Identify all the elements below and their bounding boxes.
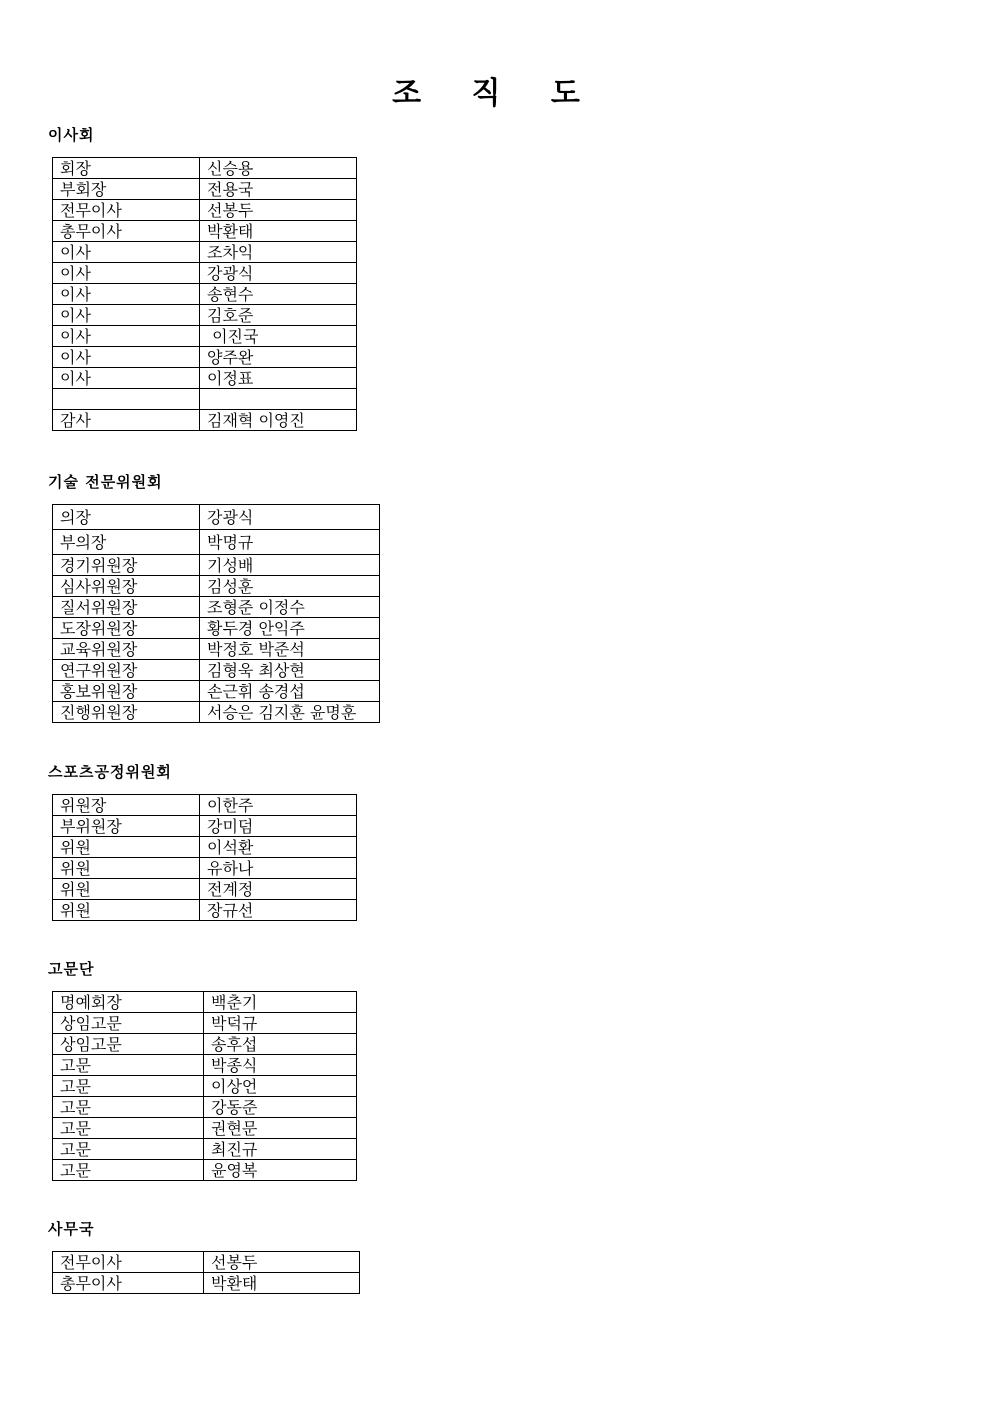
table-row [53,242,357,263]
role-cell: 부회장 [53,179,200,200]
table-row [53,837,357,858]
role-cell: 이사 [53,263,200,284]
role-cell [53,389,200,410]
name-cell: 권현문 [204,1118,357,1139]
table-row [53,505,380,530]
table-row [53,576,380,597]
table-row [53,681,380,702]
table-row [53,221,357,242]
role-cell: 총무이사 [53,1273,204,1294]
name-cell: 이상언 [204,1076,357,1097]
role-cell: 위원 [53,837,200,858]
name-cell: 전계정 [200,879,357,900]
table-row [53,816,357,837]
role-cell: 고문 [53,1139,204,1160]
role-cell: 질서위원장 [53,597,200,618]
table-row [53,1273,360,1294]
role-cell: 의장 [53,505,200,530]
role-cell: 회장 [53,158,200,179]
table-row [53,639,380,660]
table-row [53,530,380,555]
role-cell: 이사 [53,326,200,347]
name-cell: 장규선 [200,900,357,921]
name-cell: 이한주 [200,795,357,816]
name-cell: 신승용 [200,158,357,179]
name-cell: 송후섭 [204,1034,357,1055]
name-cell: 김성훈 [200,576,380,597]
section-heading-advisory-group: 고문단 [48,960,95,978]
role-cell: 이사 [53,368,200,389]
role-cell: 감사 [53,410,200,431]
section-heading-sports-fairness-committee: 스포츠공정위원회 [48,763,172,781]
role-cell: 전무이사 [53,1252,204,1273]
name-cell: 유하나 [200,858,357,879]
name-cell: 양주완 [200,347,357,368]
secretariat-table [52,1251,360,1294]
table-row [53,410,357,431]
table-row [53,660,380,681]
table-row [53,158,357,179]
name-cell: 선봉두 [204,1252,360,1273]
role-cell: 고문 [53,1055,204,1076]
role-cell: 홍보위원장 [53,681,200,702]
role-cell: 이사 [53,242,200,263]
name-cell: 윤영복 [204,1160,357,1181]
table-row [53,347,357,368]
section-heading-board: 이사회 [48,126,95,144]
name-cell: 박덕규 [204,1013,357,1034]
role-cell: 교육위원장 [53,639,200,660]
role-cell: 연구위원장 [53,660,200,681]
table-row [53,1013,357,1034]
name-cell: 선봉두 [200,200,357,221]
name-cell: 박정호 박준석 [200,639,380,660]
table-row [53,702,380,723]
table-row [53,1055,357,1076]
role-cell: 심사위원장 [53,576,200,597]
role-cell: 고문 [53,1097,204,1118]
table-row [53,1076,357,1097]
name-cell [200,389,357,410]
name-cell: 백춘기 [204,992,357,1013]
table-row [53,368,357,389]
table-row [53,597,380,618]
table-row [53,1252,360,1273]
board-table [52,157,357,431]
name-cell: 강동준 [204,1097,357,1118]
name-cell: 전용국 [200,179,357,200]
table-row [53,305,357,326]
name-cell: 강광식 [200,505,380,530]
name-cell: 박환태 [204,1273,360,1294]
name-cell: 이정표 [200,368,357,389]
section-heading-technical-committee: 기술 전문위원회 [48,473,163,491]
role-cell: 전무이사 [53,200,200,221]
role-cell: 이사 [53,305,200,326]
table-row [53,200,357,221]
name-cell: 박환태 [200,221,357,242]
page-title: 조 직 도 [392,76,600,111]
table-row [53,1097,357,1118]
role-cell: 총무이사 [53,221,200,242]
table-row [53,1118,357,1139]
role-cell: 이사 [53,347,200,368]
table-row [53,858,357,879]
role-cell: 명예회장 [53,992,204,1013]
role-cell: 위원 [53,879,200,900]
name-cell: 이석환 [200,837,357,858]
role-cell: 고문 [53,1160,204,1181]
table-row [53,326,357,347]
role-cell: 위원장 [53,795,200,816]
table-row [53,1160,357,1181]
name-cell: 손근휘 송경섭 [200,681,380,702]
name-cell: 송현수 [200,284,357,305]
name-cell: 조차익 [200,242,357,263]
sports-fairness-committee-table [52,794,357,921]
table-row [53,879,357,900]
table-row [53,555,380,576]
table-row [53,389,357,410]
table-row [53,992,357,1013]
name-cell: 박종식 [204,1055,357,1076]
name-cell: 강미덤 [200,816,357,837]
name-cell: 황두경 안익주 [200,618,380,639]
table-row [53,1139,357,1160]
name-cell: 조형준 이정수 [200,597,380,618]
name-cell: 최진규 [204,1139,357,1160]
name-cell: 김호준 [200,305,357,326]
table-row [53,900,357,921]
name-cell: 기성배 [200,555,380,576]
table-row [53,1034,357,1055]
table-row [53,795,357,816]
role-cell: 상임고문 [53,1013,204,1034]
section-heading-secretariat: 사무국 [48,1220,95,1238]
name-cell: 이진국 [200,326,357,347]
name-cell: 박명규 [200,530,380,555]
name-cell: 강광식 [200,263,357,284]
role-cell: 부의장 [53,530,200,555]
advisory-group-table [52,991,357,1181]
role-cell: 위원 [53,900,200,921]
role-cell: 이사 [53,284,200,305]
table-row [53,263,357,284]
table-row [53,618,380,639]
role-cell: 진행위원장 [53,702,200,723]
technical-committee-table [52,504,380,723]
table-row [53,284,357,305]
role-cell: 경기위원장 [53,555,200,576]
name-cell: 서승은 김지훈 윤명훈 [200,702,380,723]
role-cell: 고문 [53,1118,204,1139]
name-cell: 김형욱 최상현 [200,660,380,681]
role-cell: 상임고문 [53,1034,204,1055]
table-row [53,179,357,200]
role-cell: 고문 [53,1076,204,1097]
name-cell: 김재혁 이영진 [200,410,357,431]
role-cell: 위원 [53,858,200,879]
role-cell: 부위원장 [53,816,200,837]
role-cell: 도장위원장 [53,618,200,639]
